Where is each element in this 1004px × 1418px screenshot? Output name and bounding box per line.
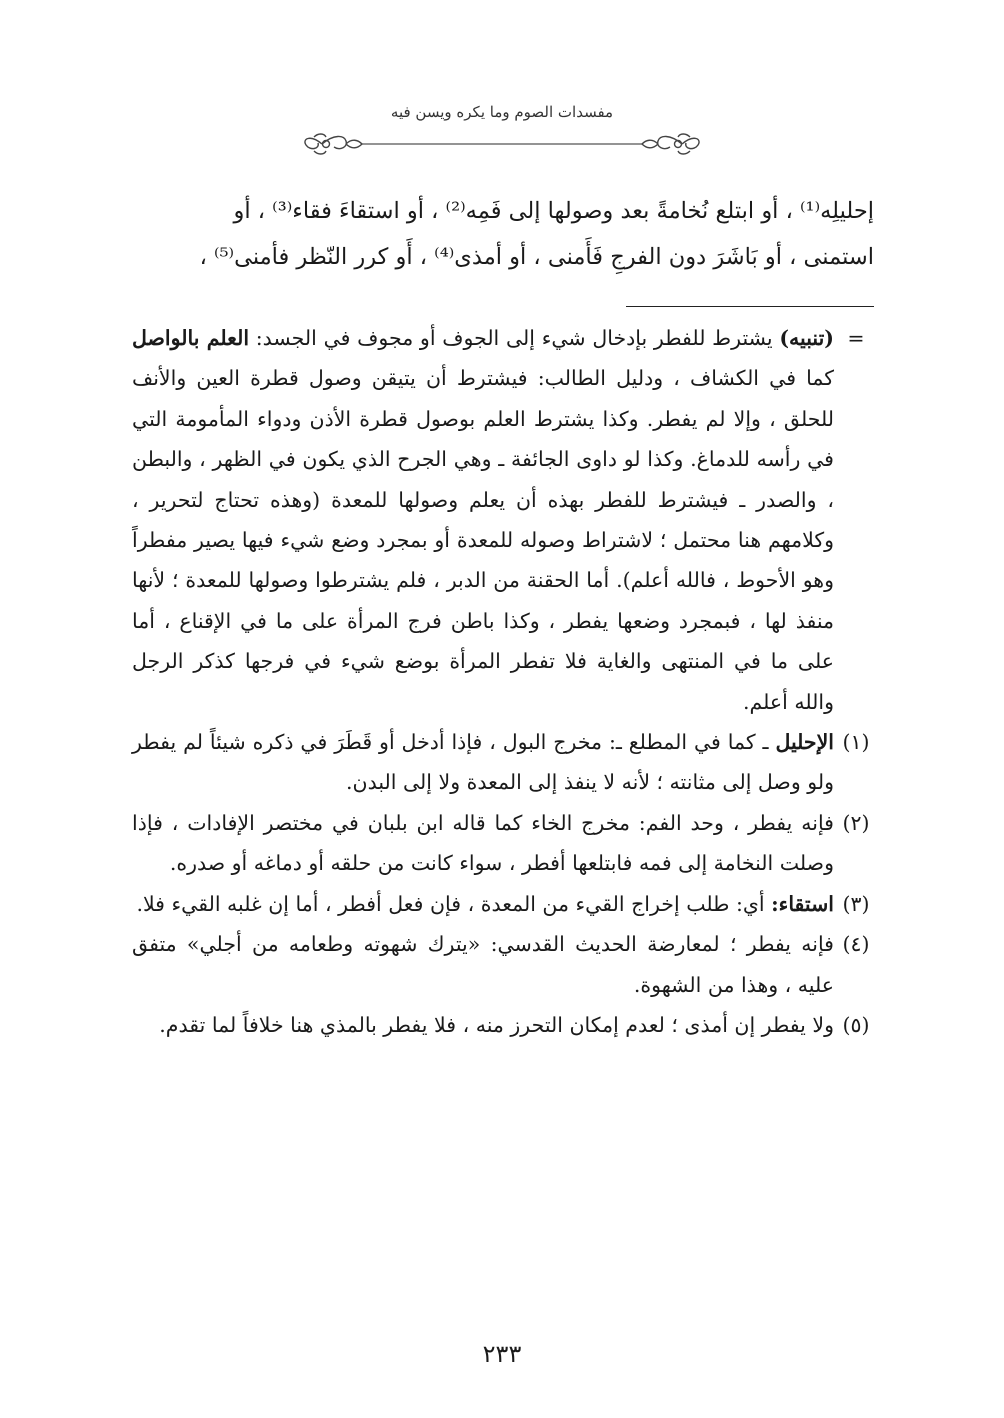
ornament-divider [300, 129, 704, 159]
footnote-item [132, 884, 874, 924]
footnote-text: كما في الكشاف ، ودليل الطالب: فيشترط أن يتيقن وصول قطرة العين والأنف للحلق ، وإلا لم يفطر. وكذا يشترط العلم بوصول قطرة الأذن ودواء المأمومة التي في رأسه للدماغ. وكذا لو داوى الجائفة ـ وهي الجرح الذي يكون في الظهر ، والبطن ، والصدر ـ فيشترط للفطر بهذه أن يعلم وصولها للمعدة (وهذه تحتاج لتحرير ، وكلامهم هنا محتمل ؛ لاشتراط وصوله للمعدة أو بمجرد وضع شيء فيها يصير مفطراً وهو الأحوط ، فالله أعلم). أما الحقنة من الدبر ، فلم يشترطوا وصولها للمعدة ؛ لأنها منفذ لها ، فبمجرد وضعها يفطر ، وكذا باطن فرج المرأة على ما في الإقناع ، أما على ما في المنتهى والغاية فلا تفطر المرأة بوضع شيء في فرجها كذكر الرجل والله أعلم. [132, 366, 834, 714]
footnote-number: (٢) [842, 810, 870, 835]
footnote-number: (١) [842, 730, 870, 755]
continuation-marker: = [847, 326, 865, 350]
footnote-item [132, 1005, 874, 1045]
footnote-number: (٣) [842, 891, 870, 916]
footnote-item [132, 924, 874, 1005]
footnote-text: ـ كما في المطلع ـ: مخرج البول ، فإذا أدخل أو قَطَرَ في ذكره شيئاً لم يفطر ولو وصل إلى مثانته ؛ لأنه لا ينفذ إلى المعدة ولا إلى البدن. [132, 730, 834, 795]
footnote-number: (٤) [842, 932, 870, 957]
footnote-text: أي: طلب إخراج القيء من المعدة ، فإن فعل أفطر ، أما إن غلبه القيء فلا. [136, 891, 772, 916]
main-text [132, 188, 874, 280]
running-header [300, 103, 704, 163]
footnote-bold-term: الإحليل [775, 730, 834, 755]
main-text-line: إحليلِه⁽¹⁾ ، أو ابتلع نُخامةً بعد وصولها إلى فَمِه⁽²⁾ ، أو استقاءَ فقاء⁽³⁾ ، أو [233, 198, 874, 224]
footnote-item [132, 722, 874, 803]
footnote-text: فإنه يفطر ؛ لمعارضة الحديث القدسي: «يترك شهوته وطعامه من أجلي» متفق عليه ، وهذا من الشهوة. [132, 932, 834, 997]
footnote-item [132, 803, 874, 884]
chapter-title: مفسدات الصوم وما يكره ويسن فيه [390, 103, 614, 121]
footnote-text: ولا يفطر إن أمذى ؛ لعدم إمكان التحرز منه ، فلا يفطر بالمذي هنا خلافاً لما تقدم. [159, 1012, 834, 1037]
footnote-separator [626, 306, 874, 307]
footnote-bold-term: استقاء: [771, 891, 834, 916]
footnote-text: فإنه يفطر ، وحد الفم: مخرج الخاء كما قاله ابن بلبان في مختصر الإفادات ، فإذا وصلت النخامة إلى فمه فابتلعها أفطر ، سواء كانت من حلقه أو دماغه أو صدره. [132, 810, 834, 876]
footnote-continuation [132, 318, 874, 722]
footnote-bold-term: العلم بالواصل [132, 326, 250, 350]
main-text-line: استمنى ، أو بَاشَرَ دون الفرجِ فَأَمنى ، أو أمذى⁽⁴⁾ ، أَو كرر النّظر فأمنى⁽⁵⁾ ، [199, 244, 874, 270]
footnote-number: (٥) [842, 1012, 870, 1037]
footnotes [132, 318, 874, 1045]
page-number: ٢٣٣ [482, 1340, 522, 1368]
footnote-text: يشترط للفطر بإدخال شيء إلى الجوف أو مجوف في الجسد: [249, 326, 780, 350]
footnote-bold-term: (تنبيه) [779, 326, 834, 350]
